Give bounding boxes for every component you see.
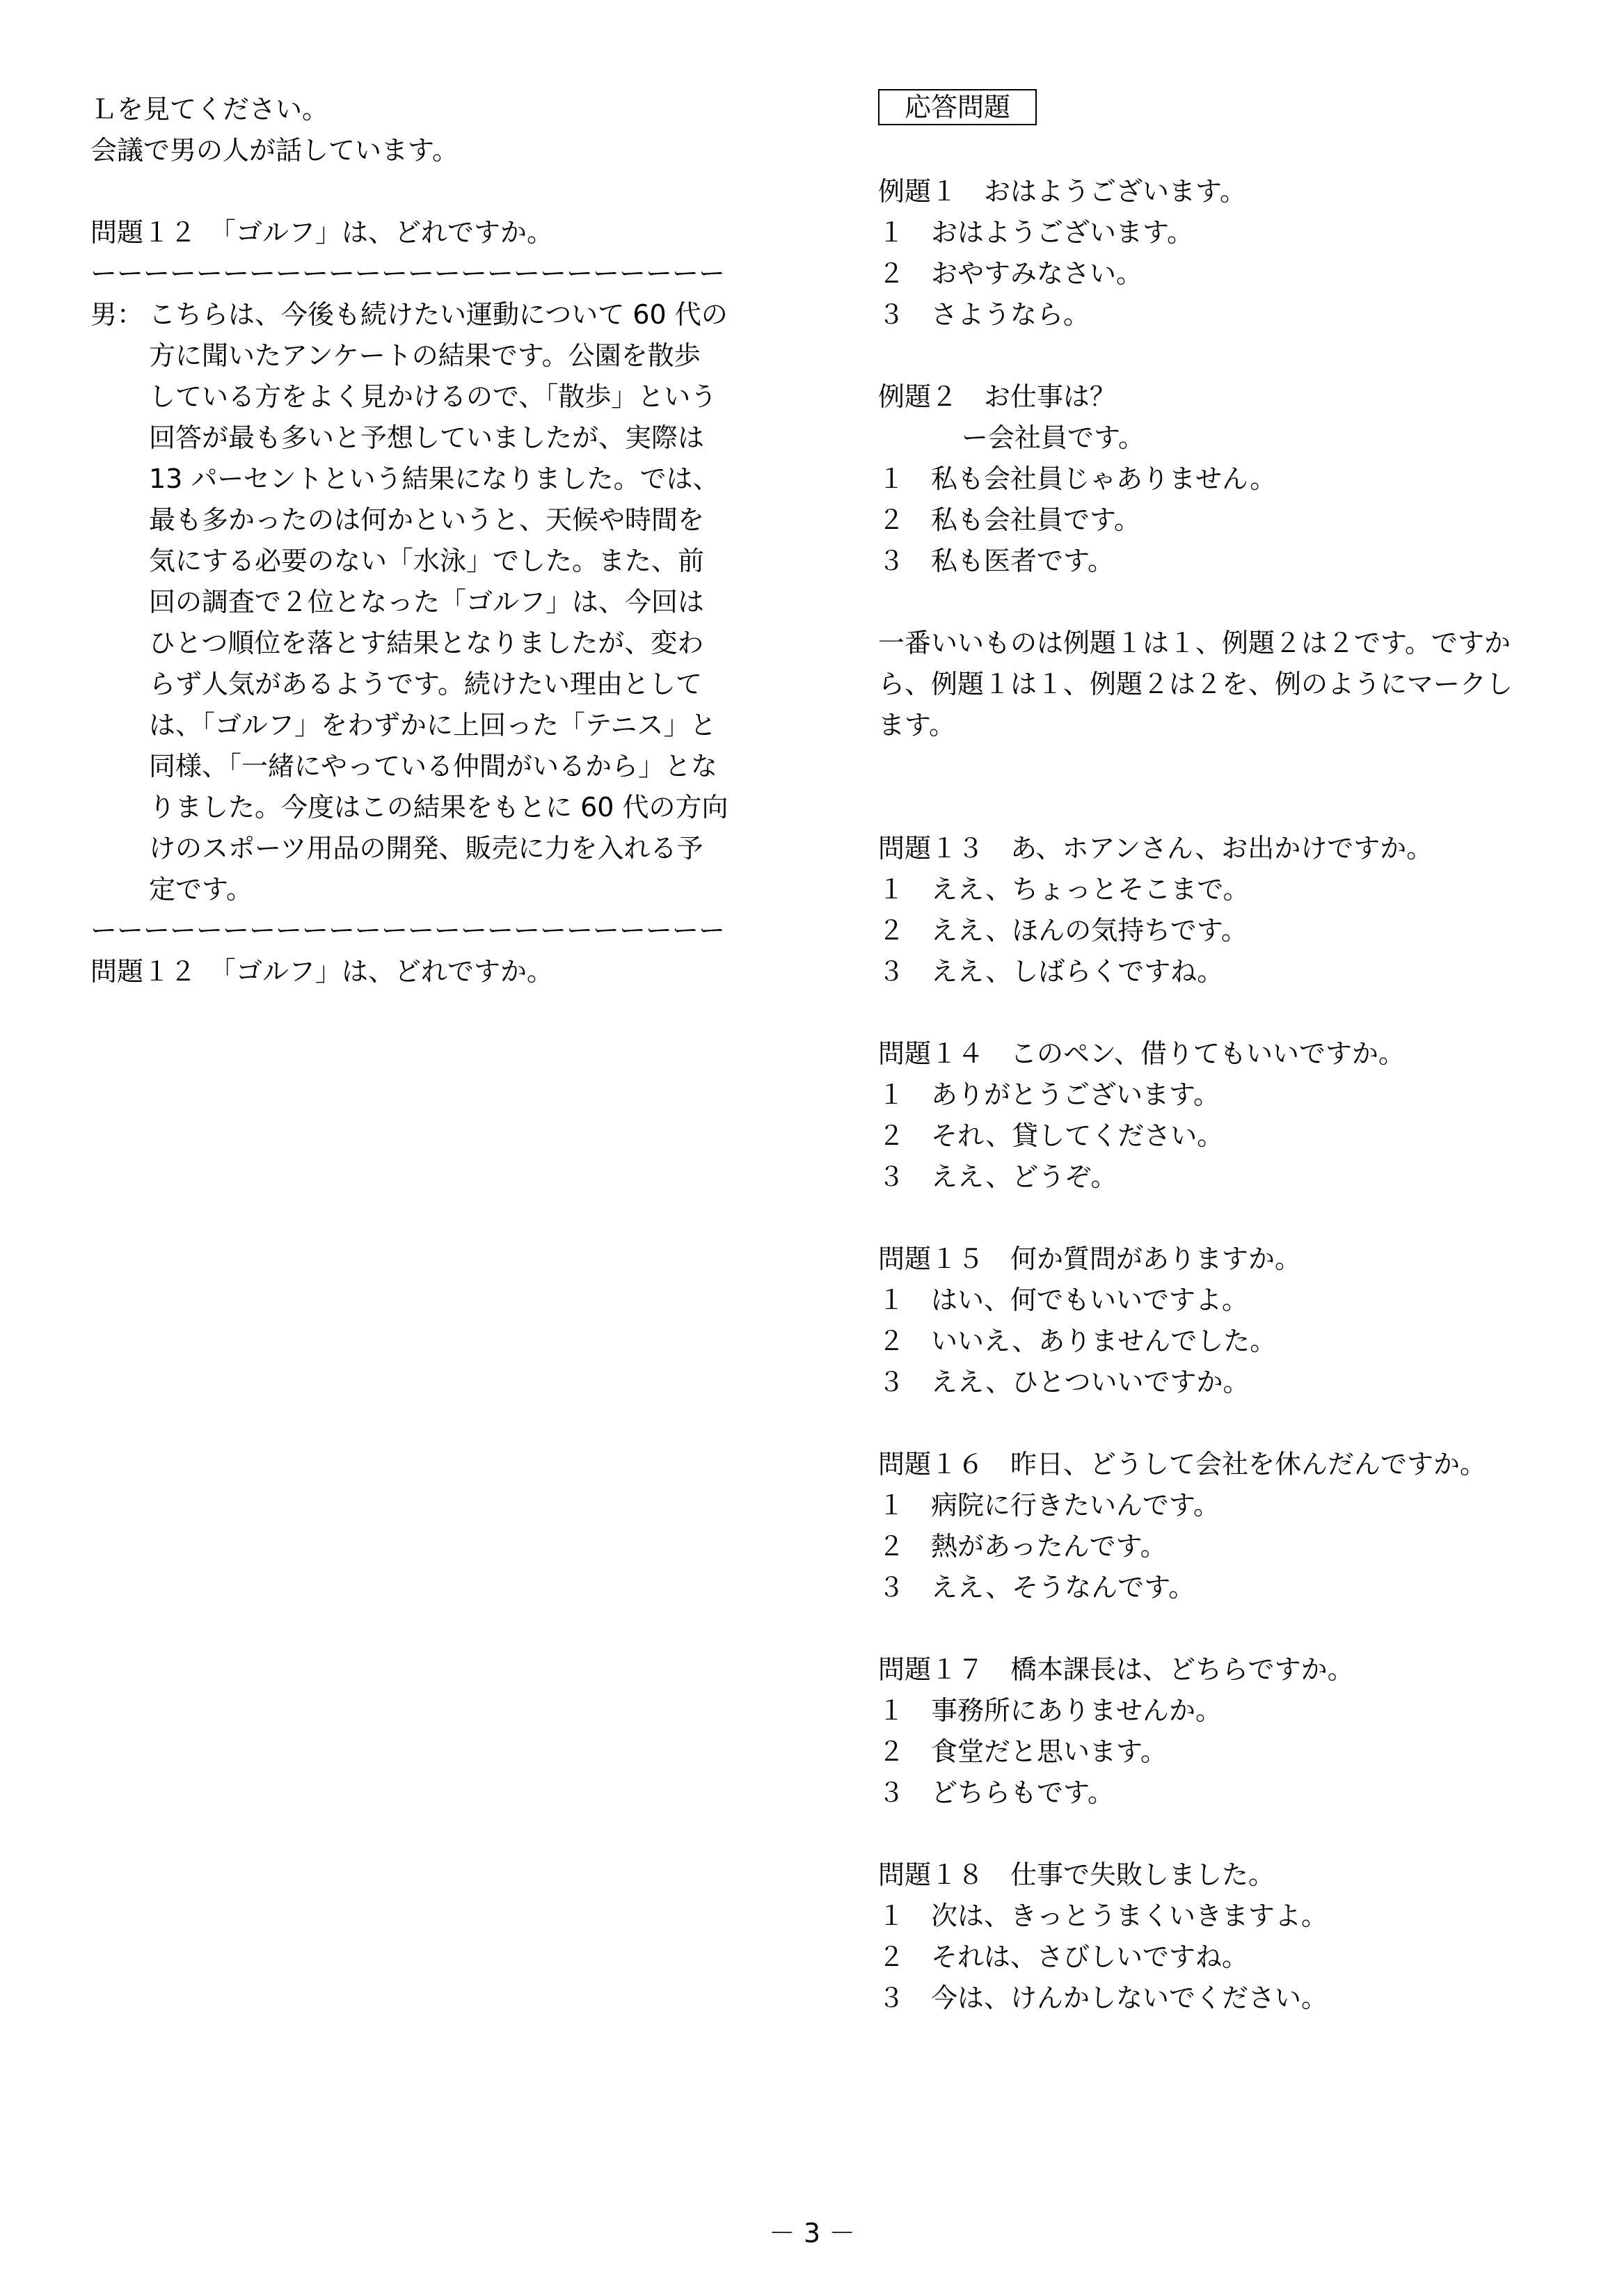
speech-line: りました。今度はこの結果をもとに 60 代の方向: [149, 792, 729, 823]
speech-line: 最も多かったのは何かというと、天候や時間を: [149, 505, 705, 535]
speech-line: 同様、「一緒にやっている仲間がいるから」とな: [149, 751, 718, 781]
example-prompt: 例題１ おはようございます。: [878, 176, 1246, 207]
option: ３ ええ、しばらくですね。: [878, 956, 1224, 987]
example-1: [878, 171, 1560, 335]
example-prompt: 例題２ お仕事は？: [878, 381, 1117, 412]
speech-line: こちらは、今後も続けたい運動について 60 代の: [149, 299, 728, 330]
option: ２ 熱があったんです。: [878, 1531, 1167, 1562]
option: ３ さようなら。: [878, 299, 1090, 330]
speech-text: [149, 294, 765, 910]
option: １ 病院に行きたいんです。: [878, 1490, 1220, 1521]
question-13: [878, 828, 1560, 992]
question-15: [878, 1239, 1560, 1403]
question-16: [878, 1444, 1560, 1608]
page-number: － 3 －: [768, 2218, 856, 2248]
option: １ ありがとうございます。: [878, 1079, 1220, 1110]
option: １ おはようございます。: [878, 217, 1193, 248]
option: ３ 私も医者です。: [878, 546, 1114, 576]
speech-line: している方をよく見かけるので、「散歩」という: [149, 381, 717, 412]
example-2: [878, 376, 1560, 582]
question-17: [878, 1649, 1560, 1814]
option: ２ ええ、ほんの気持ちです。: [878, 915, 1248, 946]
option: ２ いいえ、ありませんでした。: [878, 1326, 1277, 1356]
question-prompt: 問題１８ 仕事で失敗しました。: [878, 1859, 1275, 1890]
option: ２ それ、貸してください。: [878, 1120, 1224, 1151]
question-prompt: 問題１５ 何か質問がありますか。: [878, 1244, 1302, 1274]
question-18: [878, 1855, 1560, 2019]
option: ２ 食堂だと思います。: [878, 1736, 1167, 1767]
speech-line: けのスポーツ用品の開発、販売に力を入れる予: [149, 833, 703, 864]
option: １ 次は、きっとうまくいきますよ。: [878, 1901, 1328, 1931]
explanation-line: ます。: [878, 710, 955, 740]
question-prompt: 問題１６ 昨日、どうして会社を休んだんですか。: [878, 1449, 1487, 1479]
question-12-bottom: 問題１２ 「ゴルフ」は、どれですか。: [90, 956, 554, 987]
option: ３ ええ、ひとついいですか。: [878, 1367, 1250, 1397]
speech-line: 回の調査で２位となった「ゴルフ」は、今回は: [149, 587, 705, 617]
speech-line: 方に聞いたアンケートの結果です。公園を散歩: [149, 340, 701, 371]
speech-line: 回答が最も多いと予想していましたが、実際は: [149, 422, 705, 453]
speech-line: 気にする必要のない「水泳」でした。また、前: [149, 546, 705, 576]
option: ２ おやすみなさい。: [878, 258, 1143, 289]
explanation-line: ら、例題１は１、例題２は２を、例のようにマークし: [878, 669, 1513, 699]
speech-line: は、「ゴルフ」をわずかに上回った「テニス」と: [149, 710, 717, 740]
option: ２ それは、さびしいですね。: [878, 1942, 1249, 1972]
question-prompt: 問題１４ このペン、借りてもいいですか。: [878, 1038, 1405, 1069]
option: ３ 今は、けんかしないでください。: [878, 1983, 1328, 2013]
intro-line: 会議で男の人が話しています。: [90, 135, 459, 166]
question-prompt: 問題１３ あ、ホアンさん、お出かけですか。: [878, 833, 1433, 864]
right-column: [878, 89, 1560, 2060]
option: １ ええ、ちょっとそこまで。: [878, 874, 1250, 905]
option: ２ 私も会社員です。: [878, 505, 1140, 535]
divider-bottom: ーーーーーーーーーーーーーーーーーーーーーーーー: [90, 915, 726, 946]
option: ３ どちらもです。: [878, 1777, 1114, 1808]
option: ３ ええ、どうぞ。: [878, 1161, 1117, 1192]
speech-block: [90, 294, 765, 910]
option: ３ ええ、そうなんです。: [878, 1572, 1195, 1603]
option: １ はい、何でもいいですよ。: [878, 1285, 1249, 1315]
speaker-label: 男：: [90, 299, 144, 330]
explanation: [878, 623, 1560, 746]
left-column: [90, 89, 765, 992]
speech-line: らず人気があるようです。続けたい理由として: [149, 669, 702, 699]
question-prompt: 問題１７ 橋本課長は、どちらですか。: [878, 1654, 1354, 1685]
divider-top: ーーーーーーーーーーーーーーーーーーーーーーーー: [90, 258, 726, 289]
option: １ 事務所にありませんか。: [878, 1695, 1223, 1726]
option: １ 私も会社員じゃありません。: [878, 463, 1277, 494]
explanation-line: 一番いいものは例題１は１、例題２は２です。ですか: [878, 628, 1511, 658]
speech-line: 定です。: [149, 874, 253, 905]
speech-line: ひとつ順位を落とす結果となりましたが、変わ: [149, 628, 704, 658]
question-12-top: 問題１２ 「ゴルフ」は、どれですか。: [90, 217, 554, 248]
speech-line: 13 パーセントという結果になりました。では、: [149, 463, 719, 494]
intro-line: Ｌを見てください。: [90, 94, 329, 125]
question-14: [878, 1033, 1560, 1198]
section-title-box: 応答問題: [878, 89, 1037, 125]
example-response: ー会社員です。: [962, 422, 1145, 453]
